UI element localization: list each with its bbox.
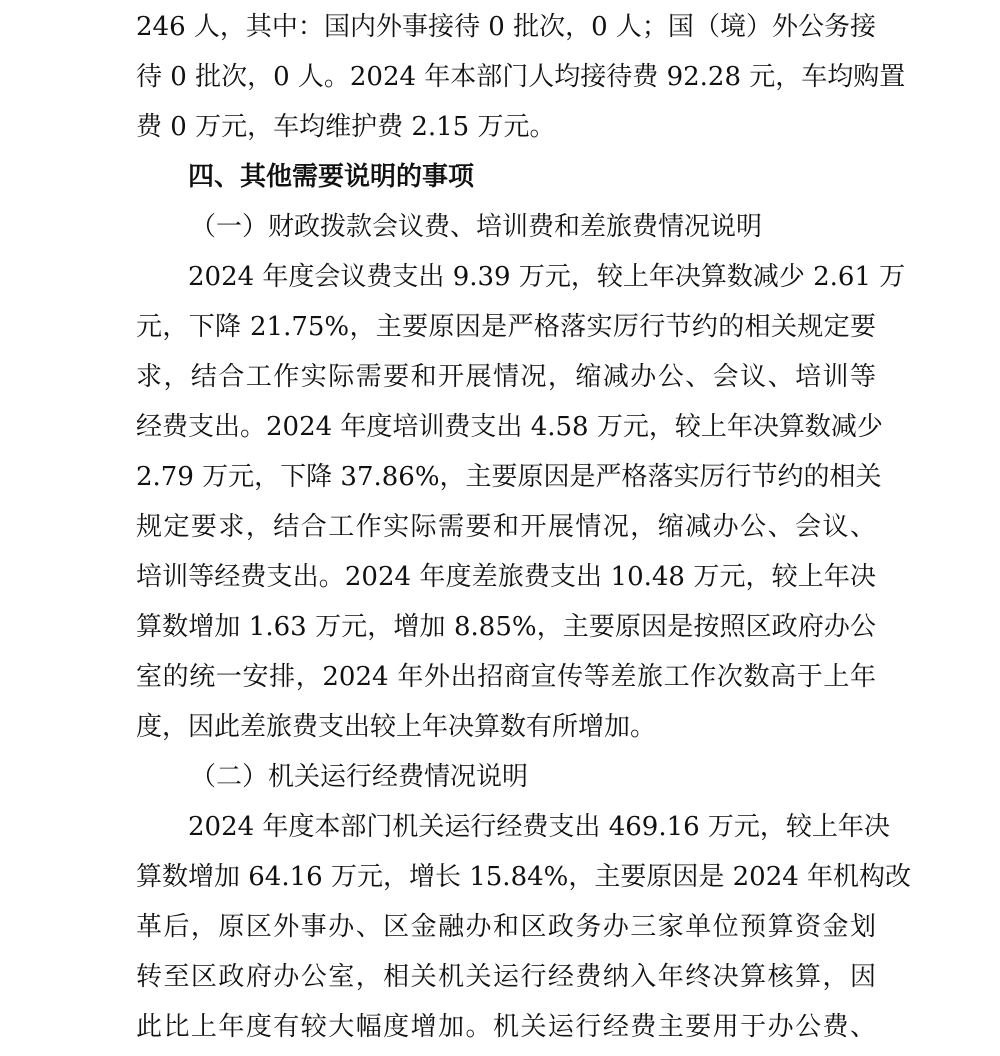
paragraph-line: 算数增加 1.63 万元，增加 8.85%，主要原因是按照区政府办公 xyxy=(136,612,876,642)
paragraph-line: 规定要求，结合工作实际需要和开展情况，缩减办公、会议、 xyxy=(136,512,876,542)
paragraph-line: 革后，原区外事办、区金融办和区政务办三家单位预算资金划 xyxy=(136,912,876,942)
paragraph-line: 算数增加 64.16 万元，增长 15.84%，主要原因是 2024 年机构改 xyxy=(136,862,912,892)
text-line: 待 0 批次，0 人。2024 年本部门人均接待费 92.28 元，车均购置 xyxy=(136,62,906,92)
paragraph-line: 元，下降 21.75%，主要原因是严格落实厉行节约的相关规定要 xyxy=(136,312,876,342)
paragraph-line: 2.79 万元，下降 37.86%，主要原因是严格落实厉行节约的相关 xyxy=(136,462,882,492)
paragraph-line: 2024 年度本部门机关运行经费支出 469.16 万元，较上年决 xyxy=(188,812,890,842)
paragraph-line: 转至区政府办公室，相关机关运行经费纳入年终决算核算，因 xyxy=(136,962,876,992)
text-line: 费 0 万元，车均维护费 2.15 万元。 xyxy=(136,112,556,142)
paragraph-line: 此比上年度有较大幅度增加。机关运行经费主要用于办公费、 xyxy=(136,1012,876,1042)
paragraph-line: 度，因此差旅费支出较上年决算数有所增加。 xyxy=(136,712,657,742)
paragraph-line: 2024 年度会议费支出 9.39 万元，较上年决算数减少 2.61 万 xyxy=(188,262,906,292)
paragraph-line: 室的统一安排，2024 年外出招商宣传等差旅工作次数高于上年 xyxy=(136,662,876,692)
paragraph-line: 经费支出。2024 年度培训费支出 4.58 万元，较上年决算数减少 xyxy=(136,412,883,442)
subsection-heading: （一）财政拨款会议费、培训费和差旅费情况说明 xyxy=(190,212,763,242)
text-line: 246 人，其中：国内外事接待 0 批次，0 人；国（境）外公务接 xyxy=(136,12,876,42)
subsection-heading: （二）机关运行经费情况说明 xyxy=(190,762,529,792)
paragraph-line: 培训等经费支出。2024 年度差旅费支出 10.48 万元，较上年决 xyxy=(136,562,876,592)
section-heading: 四、其他需要说明的事项 xyxy=(188,162,475,192)
paragraph-line: 求，结合工作实际需要和开展情况，缩减办公、会议、培训等 xyxy=(136,362,876,392)
